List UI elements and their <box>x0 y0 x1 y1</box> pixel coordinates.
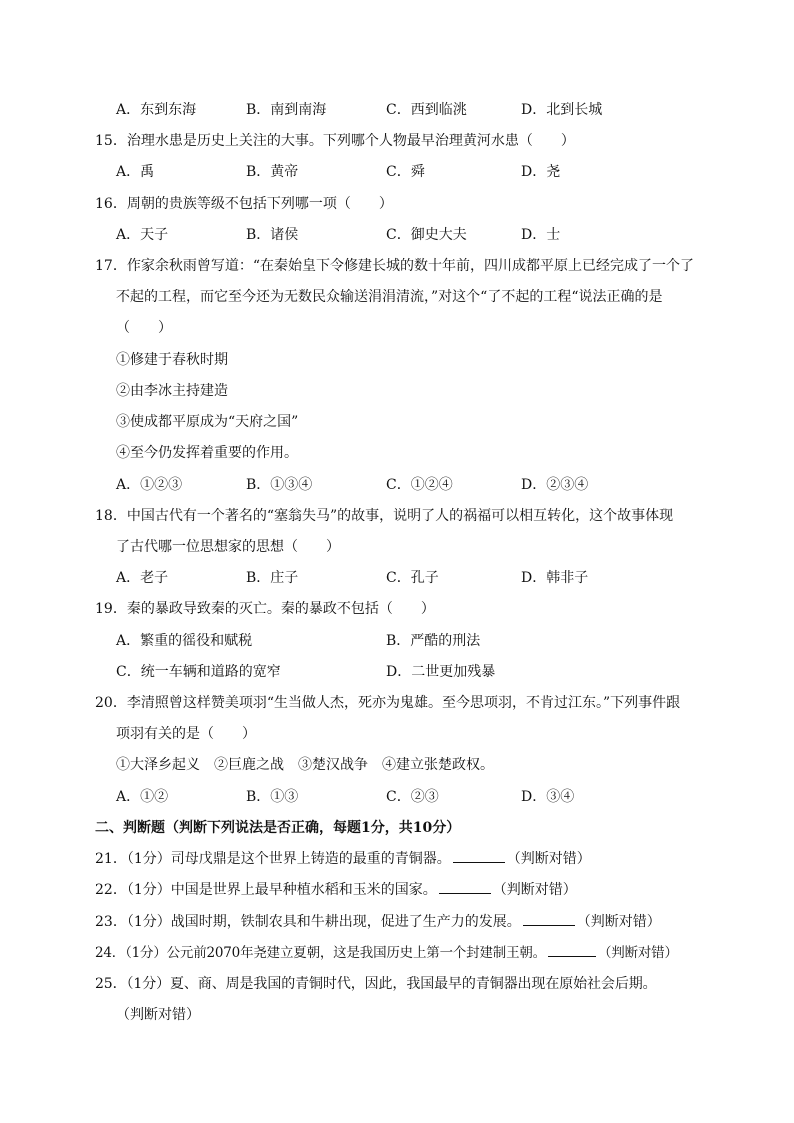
q17-option-d: D．②③④ <box>521 477 589 493</box>
q18-stem-line-2: 了古代哪一位思想家的思想（ ） <box>116 539 340 555</box>
q20-statements: ①大泽乡起义 ②巨鹿之战 ③楚汉战争 ④建立张楚政权。 <box>116 757 494 773</box>
q19-option-a: A．繁重的徭役和赋税 <box>116 633 253 649</box>
q20-option-d: D．③④ <box>521 789 575 805</box>
q18-option-b: B．庄子 <box>246 570 299 586</box>
q19-option-d: D．二世更加残暴 <box>386 664 496 680</box>
judge-item-22 <box>95 880 577 900</box>
answer-blank-24[interactable] <box>548 943 596 957</box>
q17-option-a: A．①②③ <box>116 477 183 493</box>
q17-stem-line-3: （ ） <box>116 320 172 336</box>
section-2-title: 二、判断题（判断下列说法是否正确，每题1分，共10分） <box>95 820 461 836</box>
judge-item-25-suffix <box>116 1005 200 1025</box>
q17-statement-1: ①修建于春秋时期 <box>116 352 228 368</box>
answer-blank-22[interactable] <box>439 880 491 894</box>
judge-item-21-suffix: （判断对错） <box>506 851 591 867</box>
q18-option-a: A．老子 <box>116 570 169 586</box>
q20-stem-line-2: 项羽有关的是（ ） <box>116 726 256 742</box>
judge-item-24 <box>95 943 678 963</box>
q19-stem: 19．秦的暴政导致秦的灭亡。秦的暴政不包括（ ） <box>95 601 435 617</box>
judge-item-23 <box>95 912 661 932</box>
q17-statement-3: ③使成都平原成为“天府之国” <box>116 414 299 430</box>
q17-option-b: B．①③④ <box>246 477 313 493</box>
q15-stem: 15．治理水患是历史上关注的大事。下列哪个人物最早治理黄河水患（ ） <box>95 133 575 149</box>
q16-option-c: C．御史大夫 <box>386 227 467 243</box>
q17-statement-2: ②由李冰主持建造 <box>116 383 228 399</box>
q14-option-a: A．东到东海 <box>116 102 197 118</box>
judge-item-25-suffix-text: （判断对错） <box>116 1007 200 1023</box>
answer-blank-21[interactable] <box>453 849 505 863</box>
q20-option-b: B．①③ <box>246 789 299 805</box>
q18-stem-line-1: 18．中国古代有一个著名的“塞翁失马”的故事，说明了人的祸福可以相互转化，这个故事体现 <box>95 508 674 524</box>
judge-item-24-suffix: （判断对错） <box>597 945 678 961</box>
q15-option-a: A．禹 <box>116 164 155 180</box>
judge-item-23-suffix: （判断对错） <box>576 914 661 930</box>
q16-option-d: D．士 <box>521 227 561 243</box>
q20-stem-line-1: 20．李清照曾这样赞美项羽“生当做人杰，死亦为鬼雄。至今思项羽，不肯过江东。”下列事件跟 <box>95 695 681 711</box>
q16-stem: 16．周朝的贵族等级不包括下列哪一项（ ） <box>95 196 393 212</box>
judge-item-25: 25．（1分）夏、商、周是我国的青铜时代，因此，我国最早的青铜器出现在原始社会后期。 <box>95 976 657 992</box>
q18-option-d: D．韩非子 <box>521 570 589 586</box>
judge-item-22-suffix: （判断对错） <box>492 882 577 898</box>
q17-stem-line-2: 不起的工程，而它至今还为无数民众输送涓涓清流，”对这个“了不起的工程“说法正确的是 <box>116 289 663 305</box>
q18-option-c: C．孔子 <box>386 570 439 586</box>
q19-option-c: C．统一车辆和道路的宽窄 <box>116 664 281 680</box>
judge-item-24-text: 24．（1分）公元前2070年尧建立夏朝，这是我国历史上第一个封建制王朝。 <box>95 945 546 961</box>
q14-option-c: C．西到临洮 <box>386 102 467 118</box>
q16-option-b: B．诸侯 <box>246 227 299 243</box>
q14-option-b: B．南到南海 <box>246 102 327 118</box>
q15-option-c: C．舜 <box>386 164 425 180</box>
q20-option-a: A．①② <box>116 789 169 805</box>
q15-option-b: B．黄帝 <box>246 164 299 180</box>
q14-option-d: D．北到长城 <box>521 102 603 118</box>
q17-option-c: C．①②④ <box>386 477 453 493</box>
judge-item-22-text: 22．（1分）中国是世界上最早种植水稻和玉米的国家。 <box>95 882 437 898</box>
q19-option-b: B．严酷的刑法 <box>386 633 481 649</box>
judge-item-21 <box>95 849 591 869</box>
answer-blank-23[interactable] <box>523 912 575 926</box>
q17-statement-4: ④至今仍发挥着重要的作用。 <box>116 445 298 461</box>
judge-item-21-text: 21．（1分）司母戊鼎是这个世界上铸造的最重的青铜器。 <box>95 851 451 867</box>
q17-stem-line-1: 17．作家余秋雨曾写道：“在秦始皇下令修建长城的数十年前，四川成都平原上已经完成了一个了 <box>95 258 694 274</box>
judge-item-23-text: 23．（1分）战国时期，铁制农具和牛耕出现，促进了生产力的发展。 <box>95 914 521 930</box>
q15-option-d: D．尧 <box>521 164 561 180</box>
q16-option-a: A．天子 <box>116 227 169 243</box>
q20-option-c: C．②③ <box>386 789 439 805</box>
